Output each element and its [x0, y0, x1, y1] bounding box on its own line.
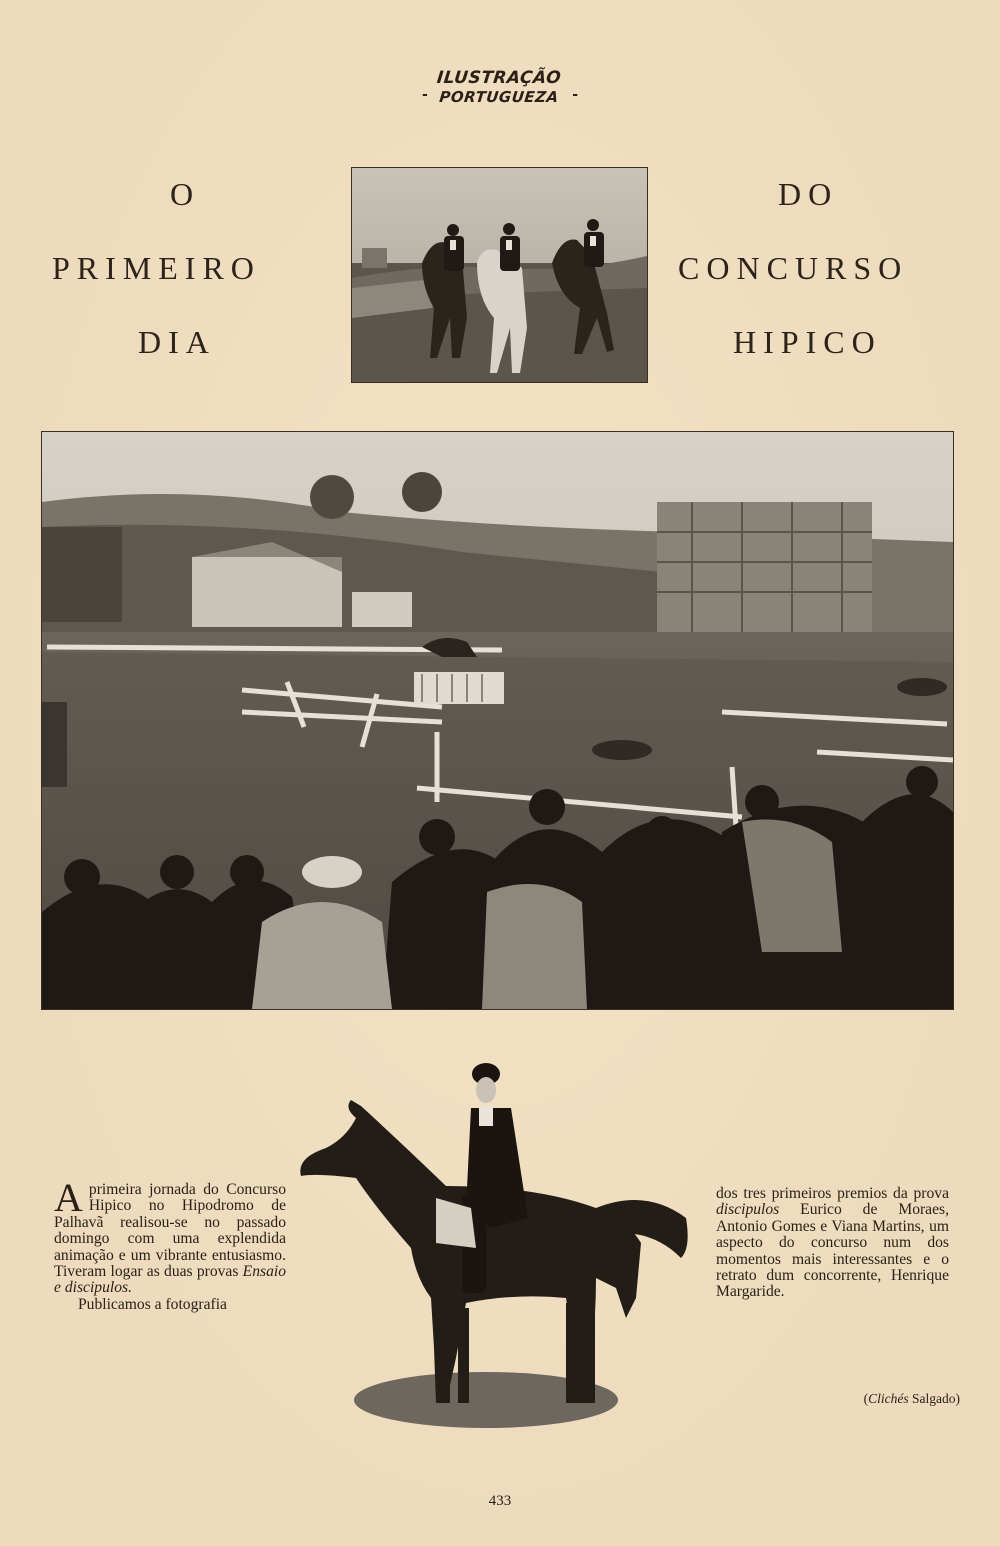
title-word-dia: DIA [138, 324, 216, 360]
masthead-dash-left: - [422, 87, 428, 103]
article-right-column [716, 1186, 949, 1301]
credit-close-paren: ) [955, 1391, 960, 1406]
article-left-column [54, 1175, 286, 1313]
masthead-logo [422, 68, 578, 114]
title-word-concurso: CONCURSO [678, 250, 909, 286]
masthead-line-1: ILUSTRAÇÃO [435, 68, 563, 88]
masthead-dash-right: - [572, 87, 578, 103]
photo-rider-portrait [296, 1058, 696, 1430]
masthead-line-2: PORTUGUEZA [438, 88, 560, 106]
article-right-italic: discipulos [716, 1201, 780, 1219]
drop-cap: A [54, 1175, 83, 1220]
page-number: 433 [488, 1493, 512, 1509]
photo-three-riders [351, 167, 648, 383]
credit-italic: Clichés [868, 1391, 909, 1406]
photo-credit [800, 1391, 960, 1407]
credit-open-paren: ( [863, 1391, 869, 1406]
photo-jumping-field [41, 431, 954, 1010]
article-right-text-1: dos tres primeiros premios da prova [716, 1185, 949, 1202]
article-right-text-2: Eurico de Moraes, Antonio Gomes e Viana Martins, um aspecto do concurso num dos momentos mais interessantes e o retrato dum concorrente, Henrique Margaride. [716, 1201, 949, 1301]
title-word-do: DO [778, 176, 839, 212]
article-left-para2: Publicamos a fotografia [78, 1295, 227, 1313]
article-left-italic: Ensaio e discipulos. [54, 1263, 286, 1297]
article-left-text: primeira jornada do Concurso Hipico no Hipodromo de Palhavã realisou-se no passado domingo com uma explendida animação e um vibrante entusiasmo. Tiveram logar as duas provas [54, 1181, 286, 1281]
title-word-primeiro: PRIMEIRO [52, 250, 261, 286]
title-word-hipico: HIPICO [733, 324, 882, 360]
credit-name: Salgado [912, 1391, 956, 1406]
title-word-o: O [170, 176, 201, 212]
